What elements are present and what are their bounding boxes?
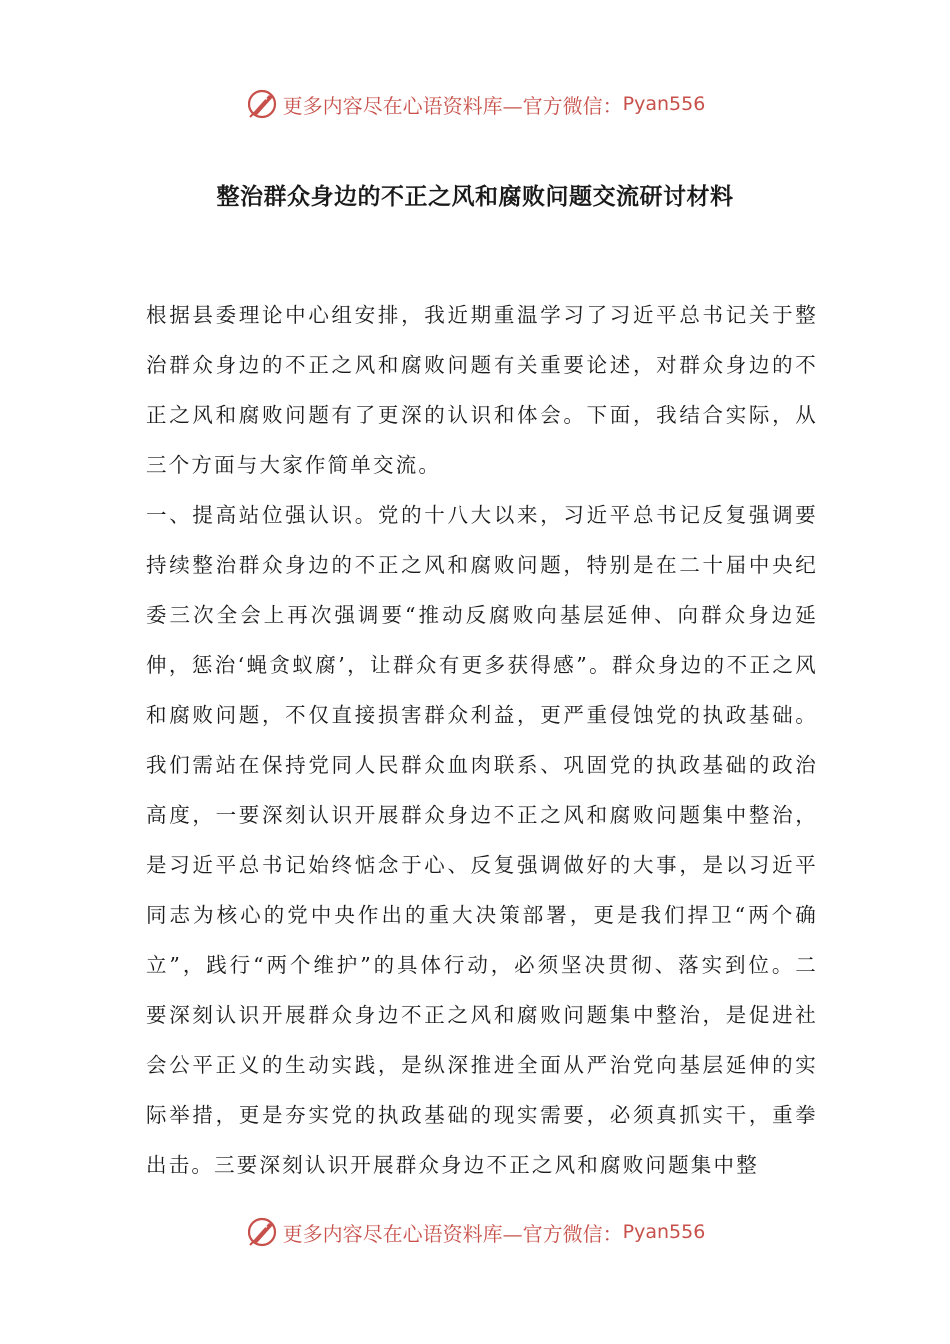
wechat-id: Pyan556 [622, 1221, 706, 1243]
banner-text: 更多内容尽在心语资料库—官方微信： [282, 1221, 623, 1246]
pen-logo-icon [245, 1215, 279, 1249]
document-title: 整治群众身边的不正之风和腐败问题交流研讨材料 [216, 183, 734, 210]
paragraph-section-1: 一、提高站位强认识。党的十八大以来，习近平总书记反复强调要持续整治群众身边的不正之风和腐败问题，特别是在二十届中央纪委三次全会上再次强调要“推动反腐败向基层延伸、向群众身边延伸，惩治‘蝇贪蚁腐’，让群众有更多获得感”。群众身边的不正之风和腐败问题，不仅直接损害群众利益，更严重侵蚀党的执政基础。我们需站在保持党同人民群众血肉联系、巩固党的执政基础的政治高度，一要深刻认识开展群众身边不正之风和腐败问题集中整治，是习近平总书记始终惦念于心、反复强调做好的大事，是以习近平同志为核心的党中央作出的重大决策部署，更是我们捍卫“两个确立”，践行“两个维护”的具体行动，必须坚决贯彻、落实到位。二要深刻认识开展群众身边不正之风和腐败问题集中整治，是促进社会公平正义的生动实践，是纵深推进全面从严治党向基层延伸的实际举措，更是夯实党的执政基础的现实需要，必须真抓实干，重拳出击。三要深刻认识开展群众身边不正之风和腐败问题集中整 [146, 503, 818, 1177]
wechat-id: Pyan556 [622, 93, 706, 115]
paragraph-intro: 根据县委理论中心组安排，我近期重温学习了习近平总书记关于整治群众身边的不正之风和腐败问题有关重要论述，对群众身边的不正之风和腐败问题有了更深的认识和体会。下面，我结合实际，从三个方面与大家作简单交流。 [146, 303, 818, 477]
pen-logo-icon [245, 87, 279, 121]
footer-banner [0, 1212, 950, 1252]
document-body [146, 290, 818, 1190]
banner-text: 更多内容尽在心语资料库—官方微信： [282, 93, 623, 118]
header-banner [0, 84, 950, 124]
